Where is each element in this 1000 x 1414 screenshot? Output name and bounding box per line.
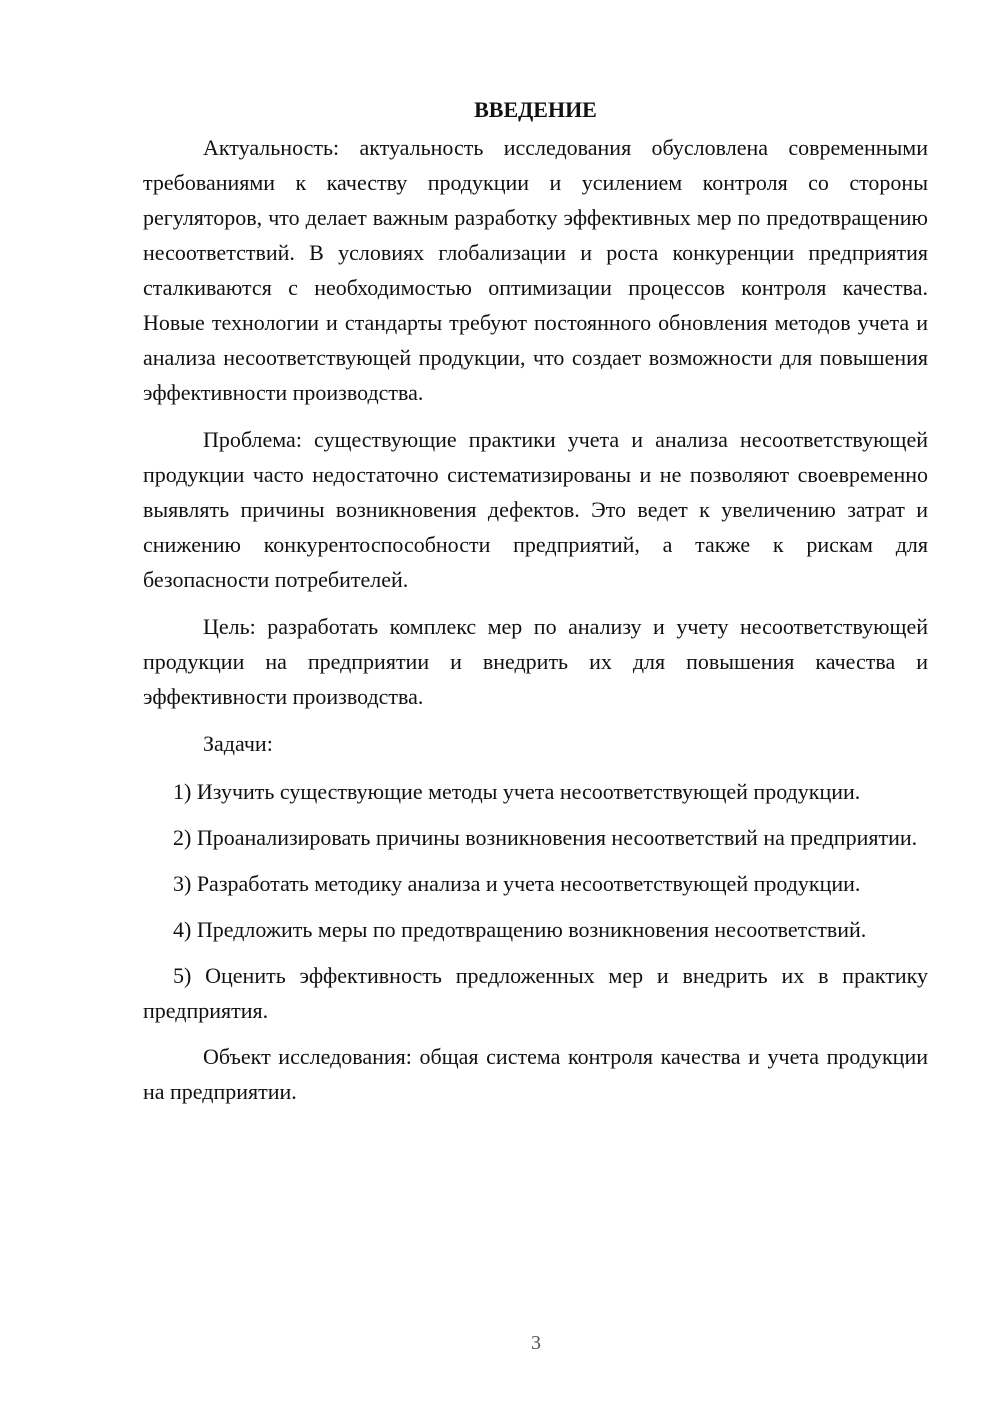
list-item: 2) Проанализировать причины возникновения несоответствий на предприятии.	[173, 825, 918, 850]
list-item: 5) Оценить эффективность предложенных мер и внедрить их в практику предприятия.	[143, 963, 928, 1023]
page-number: 3	[531, 1332, 541, 1354]
object-paragraph: Объект исследования: общая система контроля качества и учета продукции на предприятии.	[143, 1044, 928, 1104]
relevance-paragraph: Актуальность: актуальность исследования обусловлена современными требованиями к качеству продукции и усилением контроля со стороны регуляторов, что делает важным разработку эффективных мер по предотвращению несоответствий. В условиях глобализации и роста конкуренции предприятия сталкиваются с необходимостью оптимизации процессов контроля качества. Новые технологии и стандарты требуют постоянного обновления методов учета и анализа несоответствующей продукции, что создает возможности для повышения эффективности производства.	[143, 135, 928, 405]
list-item: 3) Разработать методику анализа и учета несоответствующей продукции.	[173, 871, 861, 896]
list-item: 4) Предложить меры по предотвращению возникновения несоответствий.	[173, 917, 867, 942]
tasks-list	[143, 774, 928, 1028]
list-item: 1) Изучить существующие методы учета несоответствующей продукции.	[173, 779, 861, 804]
goal-paragraph: Цель: разработать комплекс мер по анализу и учету несоответствующей продукции на предприятии и внедрить их для повышения качества и эффективности производства.	[143, 614, 928, 709]
page-title: ВВЕДЕНИЕ	[474, 97, 597, 122]
document-page	[143, 90, 928, 1121]
problem-paragraph: Проблема: существующие практики учета и анализа несоответствующей продукции часто недостаточно систематизированы и не позволяют своевременно выявлять причины возникновения дефектов. Это ведет к увеличению затрат и снижению конкурентоспособности предприятий, а также к рискам для безопасности потребителей.	[143, 427, 928, 592]
tasks-heading: Задачи:	[203, 731, 273, 756]
